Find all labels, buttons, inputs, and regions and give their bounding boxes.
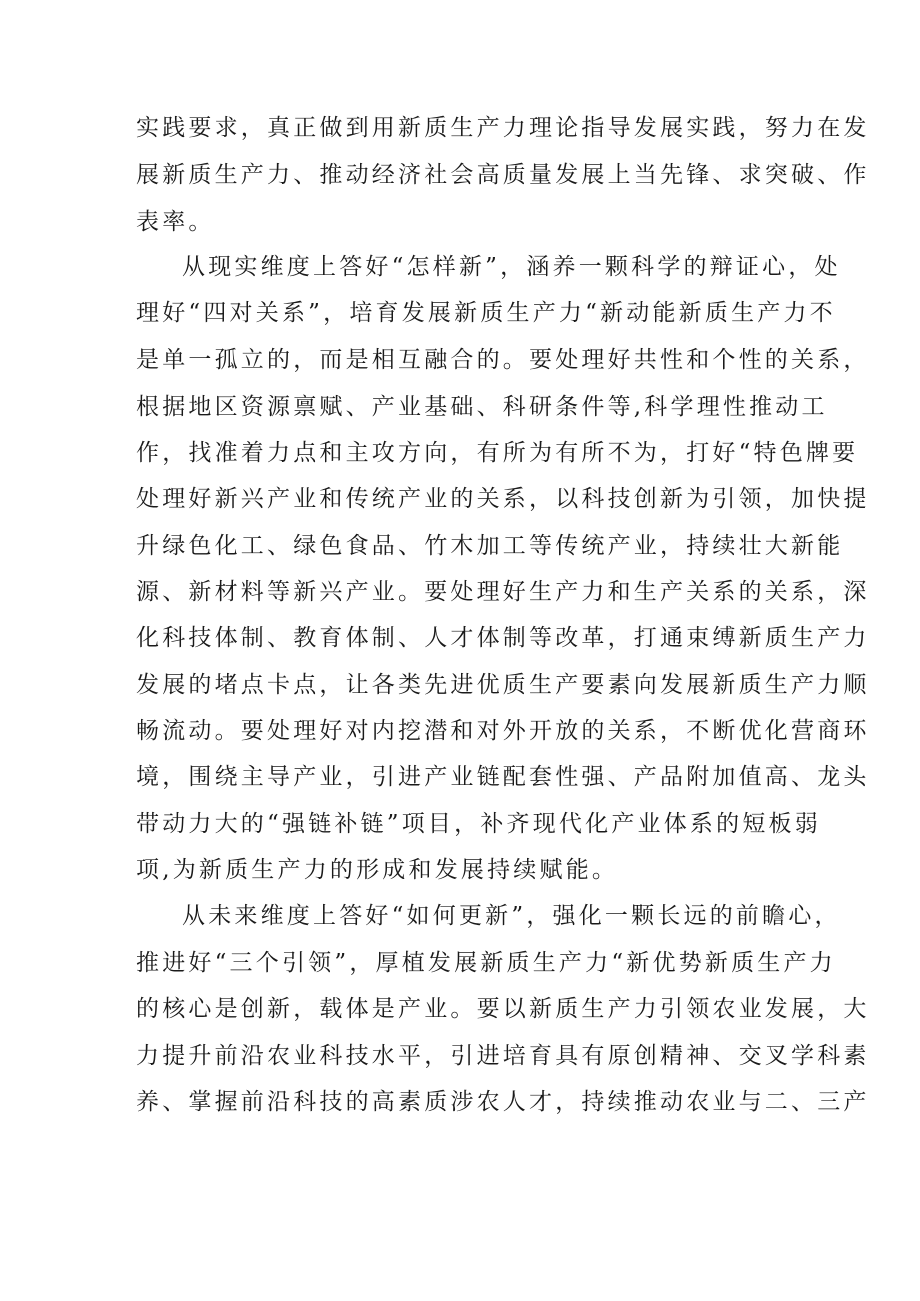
text-line: 的核心是创新，载体是产业。要以新质生产力引领农业发展，大: [136, 996, 870, 1022]
text-line: 处理好新兴产业和传统产业的关系，以科技创新为引领，加快提: [136, 486, 870, 512]
text-line: 境，围绕主导产业，引进产业链配套性强、产品附加值高、龙头: [136, 764, 870, 790]
text-line: 带动力大的“强链补链”项目，补齐现代化产业体系的短板弱: [136, 811, 821, 837]
text-line: 从未来维度上答好“如何更新”，强化一颗长远的前瞻心，: [182, 903, 841, 929]
text-line: 理好“四对关系”，培育发展新质生产力“新动能新质生产力不: [136, 300, 836, 326]
text-line: 发展的堵点卡点，让各类先进优质生产要素向发展新质生产力顺: [136, 672, 870, 698]
text-line: 力提升前沿农业科技水平，引进培育具有原创精神、交叉学科素: [136, 1043, 870, 1069]
text-line: 推进好“三个引领”，厚植发展新质生产力“新优势新质生产力: [136, 950, 836, 976]
text-line: 源、新材料等新兴产业。要处理好生产力和生产关系的关系，深: [136, 579, 870, 605]
text-line: 实践要求，真正做到用新质生产力理论指导发展实践，努力在发: [136, 115, 870, 141]
text-line: 从现实维度上答好“怎样新”，涵养一颗科学的辩证心，处: [182, 254, 841, 280]
text-line: 畅流动。要处理好对内挖潜和对外开放的关系，不断优化营商环: [136, 718, 870, 744]
text-line: 作，找准着力点和主攻方向，有所为有所不为，打好“特色牌要: [136, 440, 859, 466]
text-line: 表率。: [136, 209, 215, 235]
text-line: 根据地区资源禀赋、产业基础、科研条件等,科学理性推动工: [136, 394, 828, 420]
text-line: 化科技体制、教育体制、人才体制等改革，打通束缚新质生产力: [136, 625, 870, 651]
text-line: 养、掌握前沿科技的高素质涉农人才，持续推动农业与二、三产: [136, 1089, 870, 1115]
text-line: 升绿色化工、绿色食品、竹木加工等传统产业，持续壮大新能: [136, 533, 844, 559]
text-line: 项,为新质生产力的形成和发展持续赋能。: [136, 857, 619, 883]
text-line: 展新质生产力、推动经济社会高质量发展上当先锋、求突破、作: [136, 162, 870, 188]
text-line: 是单一孤立的，而是相互融合的。要处理好共性和个性的关系，: [136, 347, 870, 373]
